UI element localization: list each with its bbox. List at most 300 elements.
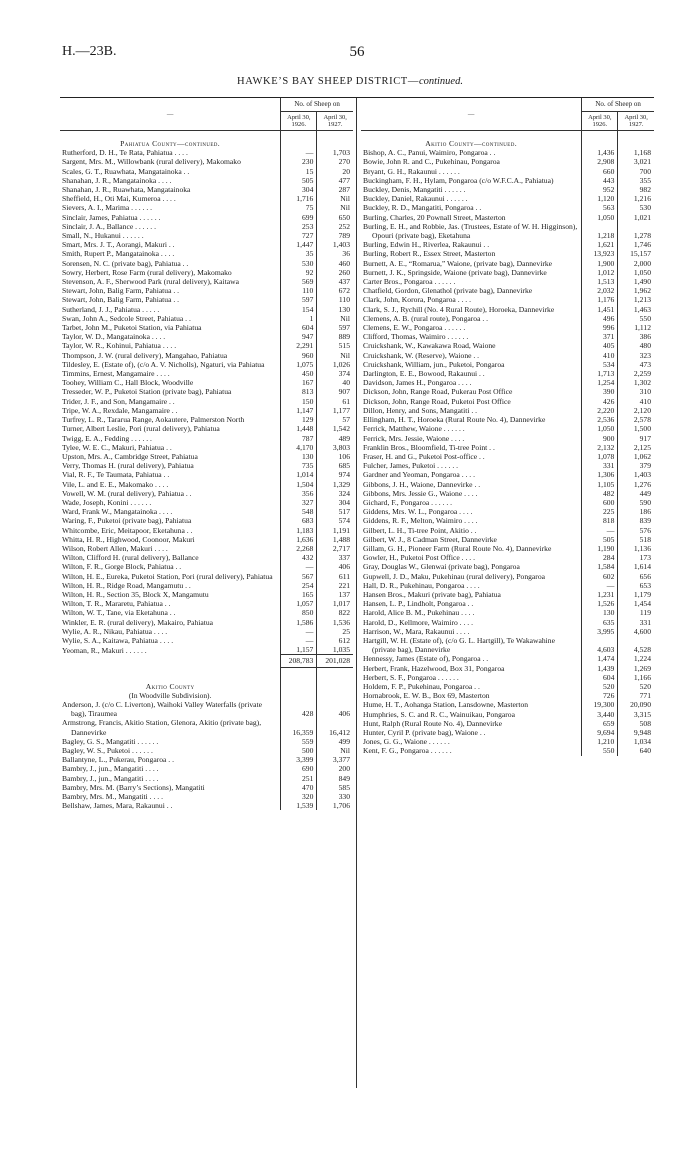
subdivision-note: (In Woodville Subdivision). [128,690,212,700]
table-row [361,406,654,415]
sheep-1927: 437 [317,277,353,286]
sheep-1927: 460 [317,259,353,268]
sheep-1926: 960 [281,351,317,360]
sheep-1927: 1,216 [618,194,654,203]
sheep-1926: 1,436 [582,148,618,157]
sheep-1927: 15,157 [618,249,654,258]
table-row [361,360,654,369]
sheep-1926: 92 [281,268,317,277]
table-row [361,157,654,166]
table-row [361,535,654,544]
table-row [60,314,353,323]
owner-address: Stewart, John, Balig Farm, Pahiatua . . [62,286,180,296]
sheep-1927: 889 [317,332,353,341]
sheep-1927: 137 [317,590,353,599]
sheep-1927: 57 [317,415,353,424]
sheep-1926: 4,603 [582,636,618,654]
sheep-1927: 304 [317,498,353,507]
sheep-1926: 1,584 [582,562,618,571]
sheep-1926: 1,147 [281,406,317,415]
table-row [60,323,353,332]
sheep-1927: 106 [317,452,353,461]
owner-address [60,655,281,667]
owner-address: Buckingham, F. H., Hylam, Pongaroa (c/o W.F.C.A., Pahiatua) [363,175,554,185]
sheep-1926: 165 [281,590,317,599]
table-row [361,268,654,277]
sheep-1926: 1,504 [281,480,317,489]
sheep-1926: 13,923 [582,249,618,258]
owner-address: Sievers, A. I., Marima . . . . . . [62,203,153,213]
table-row [361,314,654,323]
sheep-1926: 1,526 [582,599,618,608]
empty-cell [317,691,353,700]
owner-address: Timmins, Ernest, Mangamaire . . . . [62,369,170,379]
table-row [60,774,353,783]
sheep-1927: 221 [317,581,353,590]
table-row [60,783,353,792]
owner-address: Ward, Frank W., Mangatainoka . . . . [62,507,173,517]
sheep-1926: 1,105 [582,480,618,489]
sheep-1927: 1,224 [618,654,654,663]
table-row [60,249,353,258]
section-subheading [60,691,353,700]
table-row [60,700,353,718]
sheep-1926: 1,447 [281,240,317,249]
sheep-1927: 449 [618,489,654,498]
sheep-1927: 590 [618,498,654,507]
table-row [60,461,353,470]
no-sheep-header: No. of Sheep on [281,98,353,112]
sheep-1926: 563 [582,203,618,212]
empty-cell [281,691,317,700]
owner-address: Holdem, F. P., Pukehinau, Pongaroa . . [363,681,480,691]
owner-address: Ballantyne, L., Pukerau, Pongaroa . . [62,755,174,765]
sheep-1926: 1,078 [582,452,618,461]
sheep-1927: 974 [317,470,353,479]
owner-address: Sowry, Herbert, Rose Farm (rural delivery), Makomako [62,267,232,277]
sheep-1927: 1,706 [317,801,353,810]
sheep-1926: 548 [281,507,317,516]
owner-address: Whitta, H. R., Highwood, Coonoor, Makuri [62,534,195,544]
owner-address: Gilbert, W. J., 8 Cadman Street, Dannevirke [363,534,497,544]
sheep-1927: 907 [317,387,353,396]
table-row [361,673,654,682]
table-row [361,249,654,258]
sheep-1927: 270 [317,157,353,166]
owner-address: Small, N., Hukanui . . . . . . [62,231,144,241]
owner-address: Bagley, G. S., Mangatiti . . . . . . [62,736,159,746]
sheep-1926: 660 [582,167,618,176]
sheep-1926: 167 [281,378,317,387]
table-row [60,231,353,240]
sheep-1927: 4,600 [618,627,654,636]
empty-cell [281,674,317,691]
table-row [60,305,353,314]
sheep-1926: 659 [582,719,618,728]
sheep-1926: 426 [582,397,618,406]
owner-address: Sargent, Mrs. M., Willowbank (rural delivery), Makomako [62,157,241,167]
sheep-1926: 482 [582,489,618,498]
sheep-1927: 110 [317,295,353,304]
sheep-1926: 1,157 [281,645,317,655]
sheep-1927: 700 [618,167,654,176]
owner-address: Dillon, Henry, and Sons, Mangatiti . . [363,405,478,415]
owner-address: Burling, Robert R., Essex Street, Masterton [363,249,496,259]
sheep-1927: 1,614 [618,562,654,571]
table-row [60,259,353,268]
owner-address: Ferrick, Matthew, Waione . . . . . . [363,424,465,434]
sheep-1926: 818 [582,516,618,525]
sheep-1927: Nil [317,746,353,755]
sheep-1927: 1,136 [618,544,654,553]
owner-address: Rutherford, D. H., Te Rata, Pahiatua . . . . [62,148,188,158]
table-row [60,341,353,350]
owner-address: Herbert, S. F., Pongaroa . . . . . . [363,672,459,682]
section-heading [60,674,353,691]
sheep-1927: 2,578 [618,415,654,424]
sheep-1926: 154 [281,305,317,314]
owner-address: Bryant, G. H., Rakaunui . . . . . . [363,166,460,176]
owner-address: Tripe, W. A., Rexdale, Mangamaire . . [62,405,178,415]
sheep-1927: 1,021 [618,213,654,222]
sheep-1926: 600 [582,498,618,507]
sheep-1927: 1,490 [618,277,654,286]
sheep-1926: 130 [281,452,317,461]
table-row [60,581,353,590]
sheep-1927: 310 [618,387,654,396]
owner-address: Clifford, Thomas, Waimiro . . . . . . [363,332,469,342]
owner-address: Buckley, R. D., Mangatiti, Pongaroa . . [363,203,482,213]
table-row [361,167,654,176]
table-row [60,489,353,498]
sheep-1927: 789 [317,231,353,240]
owner-address: Toohey, William C., Hall Block, Woodville [62,378,194,388]
sheep-1927: 672 [317,286,353,295]
owner-address: Tarbet, John M., Puketoi Station, via Pahiatua [62,323,202,333]
sheep-1927: 612 [317,636,353,645]
sheep-1927: 355 [618,176,654,185]
sheep-1927: 406 [317,700,353,718]
sheep-1926: 1,075 [281,360,317,369]
owner-address: Bagley, W. S., Puketoi . . . . . . [62,746,153,755]
sheep-1927: 3,803 [317,443,353,452]
owner-address: Bambry, J., jun., Mangatiti . . . . [62,773,159,783]
owner-address: Cruickshank, William, jun., Puketoi, Pongaroa [363,359,505,369]
owner-address: Hornabrook, E. W. B., Box 69, Masterton [363,691,490,701]
table-row [361,691,654,700]
sheep-1926: 1,474 [582,654,618,663]
county-heading: Akitio County—continued. [425,139,518,148]
table-row [60,590,353,599]
table-row [60,599,353,608]
table-row [361,719,654,728]
owner-address: Smart, Mrs. J. T., Aorangi, Makuri . . [62,240,175,250]
table-row [361,203,654,212]
owner-address: Wylie, A. R., Nikau, Pahiatua . . . . [62,626,168,636]
table-row [361,341,654,350]
sheep-1927: 1,034 [618,737,654,746]
page-number: 56 [349,44,365,60]
owner-address: Swan, John A., Sedcole Street, Pahiatua . . [62,313,191,323]
owner-address: Cruickshank, W., Kawakawa Road, Waione [363,341,496,351]
owner-address: Gray, Douglas W., Glenwai (private bag), Pongaroa [363,562,520,572]
sheep-1927: 379 [618,461,654,470]
sheep-1926: 567 [281,572,317,581]
left-column [60,98,353,810]
sheep-1926: 500 [281,746,317,755]
owner-address: Dickson, John, Range Road, Pukerau Post Office [363,387,513,397]
table-row [60,268,353,277]
table-row [361,572,654,581]
section-heading [60,131,353,149]
sheep-1927: 330 [317,792,353,801]
sheep-1926: 559 [281,737,317,746]
page-title [0,76,700,87]
sheep-1927: 574 [317,516,353,525]
sheep-1926: 75 [281,203,317,212]
owner-address: Bambry, Mrs. M., Mangatiti . . . . [62,792,163,802]
sheep-1926: 813 [281,387,317,396]
table-row [361,378,654,387]
empty-cell [317,131,353,149]
sheep-1927: 822 [317,608,353,617]
owner-address: Shanahan, J. R., Mangatainoka . . . . [62,175,172,185]
sheep-1927: 508 [618,719,654,728]
table-row [361,544,654,553]
empty-cell [281,131,317,149]
owner-address: Cruickshank, W. (Reserve), Waione . . [363,350,480,360]
owner-address: Hunter, Cyril P. (private bag), Waione . . [363,728,486,737]
owner-address: Burnett, A. E., “Romarua,” Waione, (private bag), Dannevirke [363,258,553,268]
owner-address: Hall, D. R., Pukehinau, Pongaroa . . . . [363,580,480,590]
owner-address: Clark, John, Korora, Pongaroa . . . . [363,295,471,305]
sheep-1927: 1,112 [618,323,654,332]
owner-address: Darlington, E. E., Bowood, Rakaunui . . [363,369,485,379]
owner-address: Wilton, F. R., Gorge Block, Pahiatua . . [62,562,182,572]
sheep-1926: 2,268 [281,544,317,553]
empty-cell [317,674,353,691]
owner-address: Gilbert, L. H., Ti-tree Point, Akitio . . [363,525,477,535]
table-row [361,185,654,194]
owner-address: Sinclair, J. A., Ballance . . . . . . [62,221,156,231]
table-row [60,185,353,194]
sheep-1927: 982 [618,185,654,194]
owner-address: Twigg, E. A., Fedding . . . . . . [62,433,152,443]
owner-address: Wilton, Clifford H. (rural delivery), Ballance [62,553,199,563]
owner-address: Burling, E. H., and Robbie, Jas. (Trustees, Estate of W. H. Higginson), Opouri (private bag), Eketahuna [363,221,578,241]
sheep-1927: 1,026 [317,360,353,369]
sheep-1926: 505 [582,535,618,544]
sheep-1926: 470 [281,783,317,792]
sheep-1926: — [281,148,317,157]
sheep-1926: 850 [281,608,317,617]
sheep-1926: — [582,581,618,590]
table-row [361,526,654,535]
table-row [60,286,353,295]
sheep-1927: 173 [618,553,654,562]
sheep-1927: 1,746 [618,240,654,249]
owner-address: Giddens, R. F., Melton, Waimiro . . . . [363,516,478,526]
page-header [62,44,652,64]
sheep-1927: 1,302 [618,378,654,387]
sheep-1926: 520 [582,682,618,691]
sheep-1926: 604 [281,323,317,332]
sheep-1927: 1,035 [317,645,353,655]
total-1926: 208,783 [281,655,317,667]
sheep-1927: 1,276 [618,480,654,489]
table-row [60,562,353,571]
table-row [60,222,353,231]
sheep-1926: 1,306 [582,470,618,479]
sheep-1927: 2,000 [618,259,654,268]
sheep-1926: 1,231 [582,590,618,599]
empty-cell [618,131,654,149]
sheep-1927: 3,377 [317,755,353,764]
sheep-1926: 254 [281,581,317,590]
sheep-1927: 410 [618,397,654,406]
sheep-1926: 550 [582,746,618,755]
table-row [60,470,353,479]
table-row [361,700,654,709]
sheep-1926: 735 [281,461,317,470]
owner-address: Gibbons, Mrs. Jessie G., Waione . . . . [363,488,478,498]
sheep-1926: 690 [281,764,317,773]
sheep-1926: 900 [582,434,618,443]
sheep-1927: 2,120 [618,406,654,415]
sheep-1927: 1,179 [618,590,654,599]
sheep-1926: 15 [281,167,317,176]
table-row [361,277,654,286]
owner-address: Hansen, L. P., Lindholt, Pongaroa . . [363,599,474,609]
owner-address: Clemens, A. B. (rural route), Pongaroa . . [363,313,489,323]
owner-address: Scales, G. T., Ruawhata, Mangatainoka . . [62,166,190,176]
sheep-1927: 656 [618,572,654,581]
owner-address: Wilton, W. T., Tane, via Eketahuna . . [62,608,176,618]
owner-address: Fulcher, James, Puketoi . . . . . . [363,461,459,471]
sheep-1927: 550 [618,314,654,323]
table-row [361,728,654,737]
table-row [60,351,353,360]
sheep-1927: 520 [618,682,654,691]
table-row [60,553,353,562]
left-table [60,98,353,810]
owner-address: Bambry, Mrs. M. (Barry’s Sections), Mangatiti [62,782,205,792]
table-row [60,718,353,736]
sheep-1926: 947 [281,332,317,341]
owner-address: Bellshaw, James, Mara, Rakaunui . . [62,801,173,811]
table-row [60,434,353,443]
sheep-1927: 1,191 [317,526,353,535]
table-row [60,516,353,525]
sheep-1927: 337 [317,553,353,562]
owner-address: Fraser, H. and G., Puketoi Post-office . . [363,451,485,461]
table-row [60,544,353,553]
sheep-1926: 390 [582,387,618,396]
name-header: — [60,98,281,131]
sheep-1926: 9,694 [582,728,618,737]
sheep-1927: 640 [618,746,654,755]
sheep-1927: 1,166 [618,673,654,682]
table-row [361,746,654,755]
owner-address: Herbert, Frank, Hazelwood, Box 31, Pongaroa [363,663,505,673]
table-row [60,535,353,544]
table-row [60,277,353,286]
owner-address: Buckley, Denis, Mangatiti . . . . . . [363,185,466,195]
sheep-1926: 230 [281,157,317,166]
owner-address: Vial, R. F., Te Taumata, Pahiatua . . [62,470,170,480]
table-row [361,213,654,222]
table-row [361,295,654,304]
sheep-1926: 1,513 [582,277,618,286]
owner-address: Hunt, Ralph (Rural Route No. 4), Dannevirke [363,718,502,728]
owner-address: Stewart, John, Balig Farm, Pahiatua . . [62,295,180,305]
sheep-1927: 1,454 [618,599,654,608]
no-sheep-header: No. of Sheep on [582,98,654,112]
sheep-1926: 1,012 [582,268,618,277]
sheep-1926: 1,050 [582,213,618,222]
sheep-1926: 1,439 [582,664,618,673]
sheep-1926: 1,176 [582,295,618,304]
sheep-1926: 1,218 [582,222,618,240]
sheep-1927: 1,168 [618,148,654,157]
table-row [60,480,353,489]
sheep-1927: 1,536 [317,618,353,627]
owner-address: Verry, Thomas H. (rural delivery), Pahiatua [62,461,194,471]
sheep-1927: 1,017 [317,599,353,608]
owner-address: Taylor, W. R., Kohinui, Pahiatua . . . . [62,341,177,351]
table-row [60,627,353,636]
sheep-1927: 386 [618,332,654,341]
year-1927-header: April 30, 1927. [317,112,353,131]
sheep-1926: 1,716 [281,194,317,203]
owner-address: Chatfield, Gordon, Glenathol (private bag), Dannevirke [363,286,533,296]
sheep-1927: 477 [317,176,353,185]
sheep-1926: 253 [281,222,317,231]
table-row [60,213,353,222]
sheep-1927: 1,542 [317,424,353,433]
sheep-1927: 515 [317,341,353,350]
owner-address: Armstrong, Francis, Akitio Station, Glenora, Akitio (private bag), Dannevirke [62,718,262,737]
table-row [60,801,353,810]
sheep-1926: 19,300 [582,700,618,709]
table-row [60,360,353,369]
sheep-1927: Nil [317,351,353,360]
sheep-1926: 4,170 [281,443,317,452]
sheep-1927: 1,403 [618,470,654,479]
sheep-1927: 61 [317,397,353,406]
sheep-1926: 129 [281,415,317,424]
sheep-1927: 287 [317,185,353,194]
table-row [361,618,654,627]
table-row [60,397,353,406]
table-row [60,157,353,166]
sheep-1927: 1,500 [618,424,654,433]
sheep-1927: 771 [618,691,654,700]
sheep-1927: 2,125 [618,443,654,452]
table-row [60,387,353,396]
sheep-1926: 1,451 [582,305,618,314]
sheep-1926: 284 [582,553,618,562]
sheep-1926: 2,291 [281,341,317,350]
table-row [60,452,353,461]
sheep-1927: 1,278 [618,222,654,240]
owner-address: Winkler, E. R. (rural delivery), Makairo, Pahiatua [62,617,214,627]
owner-address: Gowler, H., Puketoi Post Office . . . . [363,553,475,563]
sheep-1926: 1,057 [281,599,317,608]
sheep-1927: 611 [317,572,353,581]
owner-address: Tylee, W. E. C., Makuri, Pahiatua . . [62,442,172,452]
owner-address: Turner, Albert Leslie, Pori (rural delivery), Pahiatua [62,424,220,434]
